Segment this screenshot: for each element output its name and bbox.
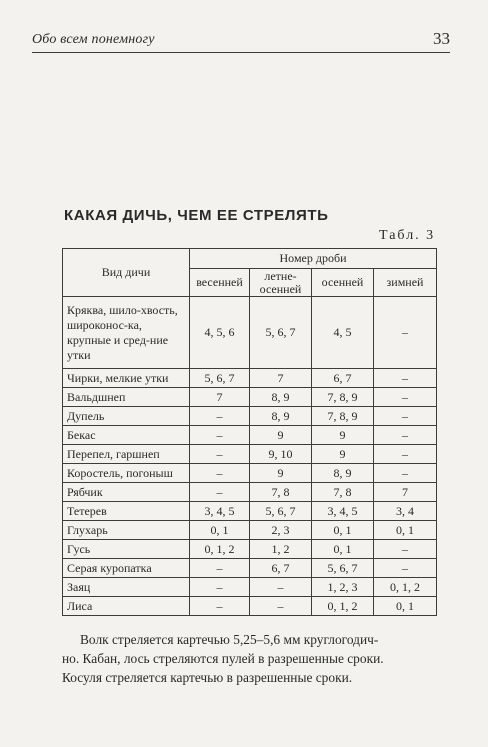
game-name: Бекас — [63, 426, 190, 445]
game-name: Коростель, погоныш — [63, 464, 190, 483]
shot-summer-autumn: – — [250, 578, 312, 597]
game-name: Гусь — [63, 540, 190, 559]
shot-winter: – — [374, 369, 437, 388]
table-row — [63, 407, 437, 426]
shot-summer-autumn: 2, 3 — [250, 521, 312, 540]
shot-winter: 0, 1, 2 — [374, 578, 437, 597]
shot-spring: 4, 5, 6 — [190, 297, 250, 369]
shot-winter: – — [374, 445, 437, 464]
note-line-2: но. Кабан, лось стреляются пулей в разрешенные сроки. — [62, 651, 384, 666]
shot-summer-autumn: 9 — [250, 464, 312, 483]
shot-autumn: 6, 7 — [312, 369, 374, 388]
shot-autumn: 7, 8, 9 — [312, 407, 374, 426]
shot-summer-autumn: – — [250, 597, 312, 616]
shot-autumn: 0, 1, 2 — [312, 597, 374, 616]
shot-spring: 5, 6, 7 — [190, 369, 250, 388]
shot-autumn: 5, 6, 7 — [312, 559, 374, 578]
shot-summer-autumn: 9, 10 — [250, 445, 312, 464]
shot-winter: 3, 4 — [374, 502, 437, 521]
col-header-summer-autumn: летне-осенней — [250, 269, 312, 297]
running-title: Обо всем понемногу — [32, 32, 155, 47]
shot-size-table — [62, 248, 437, 616]
table-row — [63, 502, 437, 521]
shot-spring: – — [190, 464, 250, 483]
shot-summer-autumn: 7, 8 — [250, 483, 312, 502]
shot-winter: 0, 1 — [374, 521, 437, 540]
shot-summer-autumn: 1, 2 — [250, 540, 312, 559]
shot-summer-autumn: 7 — [250, 369, 312, 388]
shot-spring: – — [190, 578, 250, 597]
shot-spring: – — [190, 559, 250, 578]
col-header-spring: весенней — [190, 269, 250, 297]
game-name: Глухарь — [63, 521, 190, 540]
shot-autumn: 9 — [312, 445, 374, 464]
shot-winter: – — [374, 559, 437, 578]
game-name: Рябчик — [63, 483, 190, 502]
table-label: Табл. 3 — [379, 228, 436, 243]
shot-summer-autumn: 5, 6, 7 — [250, 502, 312, 521]
game-name: Тетерев — [63, 502, 190, 521]
shot-autumn: 8, 9 — [312, 464, 374, 483]
shot-winter: – — [374, 540, 437, 559]
col-header-winter: зимней — [374, 269, 437, 297]
game-name: Заяц — [63, 578, 190, 597]
table-row — [63, 521, 437, 540]
game-name: Дупель — [63, 407, 190, 426]
game-name: Кряква, шило-хвость, широконос-ка, крупные и сред-ние утки — [63, 297, 190, 369]
game-name: Вальдшнеп — [63, 388, 190, 407]
table-row — [63, 426, 437, 445]
shot-summer-autumn: 8, 9 — [250, 388, 312, 407]
col-header-game: Вид дичи — [63, 249, 190, 297]
group-header-shot-number: Номер дроби — [190, 249, 437, 269]
shot-summer-autumn: 8, 9 — [250, 407, 312, 426]
table-row — [63, 540, 437, 559]
shot-spring: – — [190, 407, 250, 426]
running-head — [32, 28, 450, 53]
shot-autumn: 9 — [312, 426, 374, 445]
shot-autumn: 3, 4, 5 — [312, 502, 374, 521]
game-name: Серая куропатка — [63, 559, 190, 578]
shot-spring: 0, 1, 2 — [190, 540, 250, 559]
section-heading: КАКАЯ ДИЧЬ, ЧЕМ ЕЕ СТРЕЛЯТЬ — [64, 207, 329, 224]
shot-winter: – — [374, 426, 437, 445]
table-row — [63, 597, 437, 616]
table-row — [63, 388, 437, 407]
shot-autumn: 1, 2, 3 — [312, 578, 374, 597]
shot-summer-autumn: 9 — [250, 426, 312, 445]
page-number: 33 — [433, 29, 450, 48]
footnote-text — [62, 630, 447, 687]
table-row — [63, 369, 437, 388]
col-header-autumn: осенней — [312, 269, 374, 297]
shot-spring: 7 — [190, 388, 250, 407]
shot-autumn: 4, 5 — [312, 297, 374, 369]
table-row — [63, 445, 437, 464]
table-row — [63, 464, 437, 483]
table-row — [63, 483, 437, 502]
shot-autumn: 0, 1 — [312, 540, 374, 559]
shot-summer-autumn: 6, 7 — [250, 559, 312, 578]
game-name: Чирки, мелкие утки — [63, 369, 190, 388]
shot-spring: 3, 4, 5 — [190, 502, 250, 521]
note-line-3: Косуля стреляется картечью в разрешенные сроки. — [62, 670, 353, 685]
shot-summer-autumn: 5, 6, 7 — [250, 297, 312, 369]
shot-spring: 0, 1 — [190, 521, 250, 540]
game-name: Перепел, гаршнеп — [63, 445, 190, 464]
shot-autumn: 7, 8 — [312, 483, 374, 502]
shot-winter: – — [374, 297, 437, 369]
table-row — [63, 559, 437, 578]
shot-winter: – — [374, 388, 437, 407]
shot-autumn: 7, 8, 9 — [312, 388, 374, 407]
note-line-1: Волк стреляется картечью 5,25–5,6 мм круглогодич- — [80, 632, 379, 647]
shot-winter: – — [374, 407, 437, 426]
shot-winter: 7 — [374, 483, 437, 502]
shot-spring: – — [190, 445, 250, 464]
shot-spring: – — [190, 483, 250, 502]
shot-spring: – — [190, 597, 250, 616]
shot-spring: – — [190, 426, 250, 445]
game-name: Лиса — [63, 597, 190, 616]
table-row — [63, 297, 437, 369]
shot-winter: – — [374, 464, 437, 483]
shot-autumn: 0, 1 — [312, 521, 374, 540]
table-row — [63, 578, 437, 597]
shot-winter: 0, 1 — [374, 597, 437, 616]
